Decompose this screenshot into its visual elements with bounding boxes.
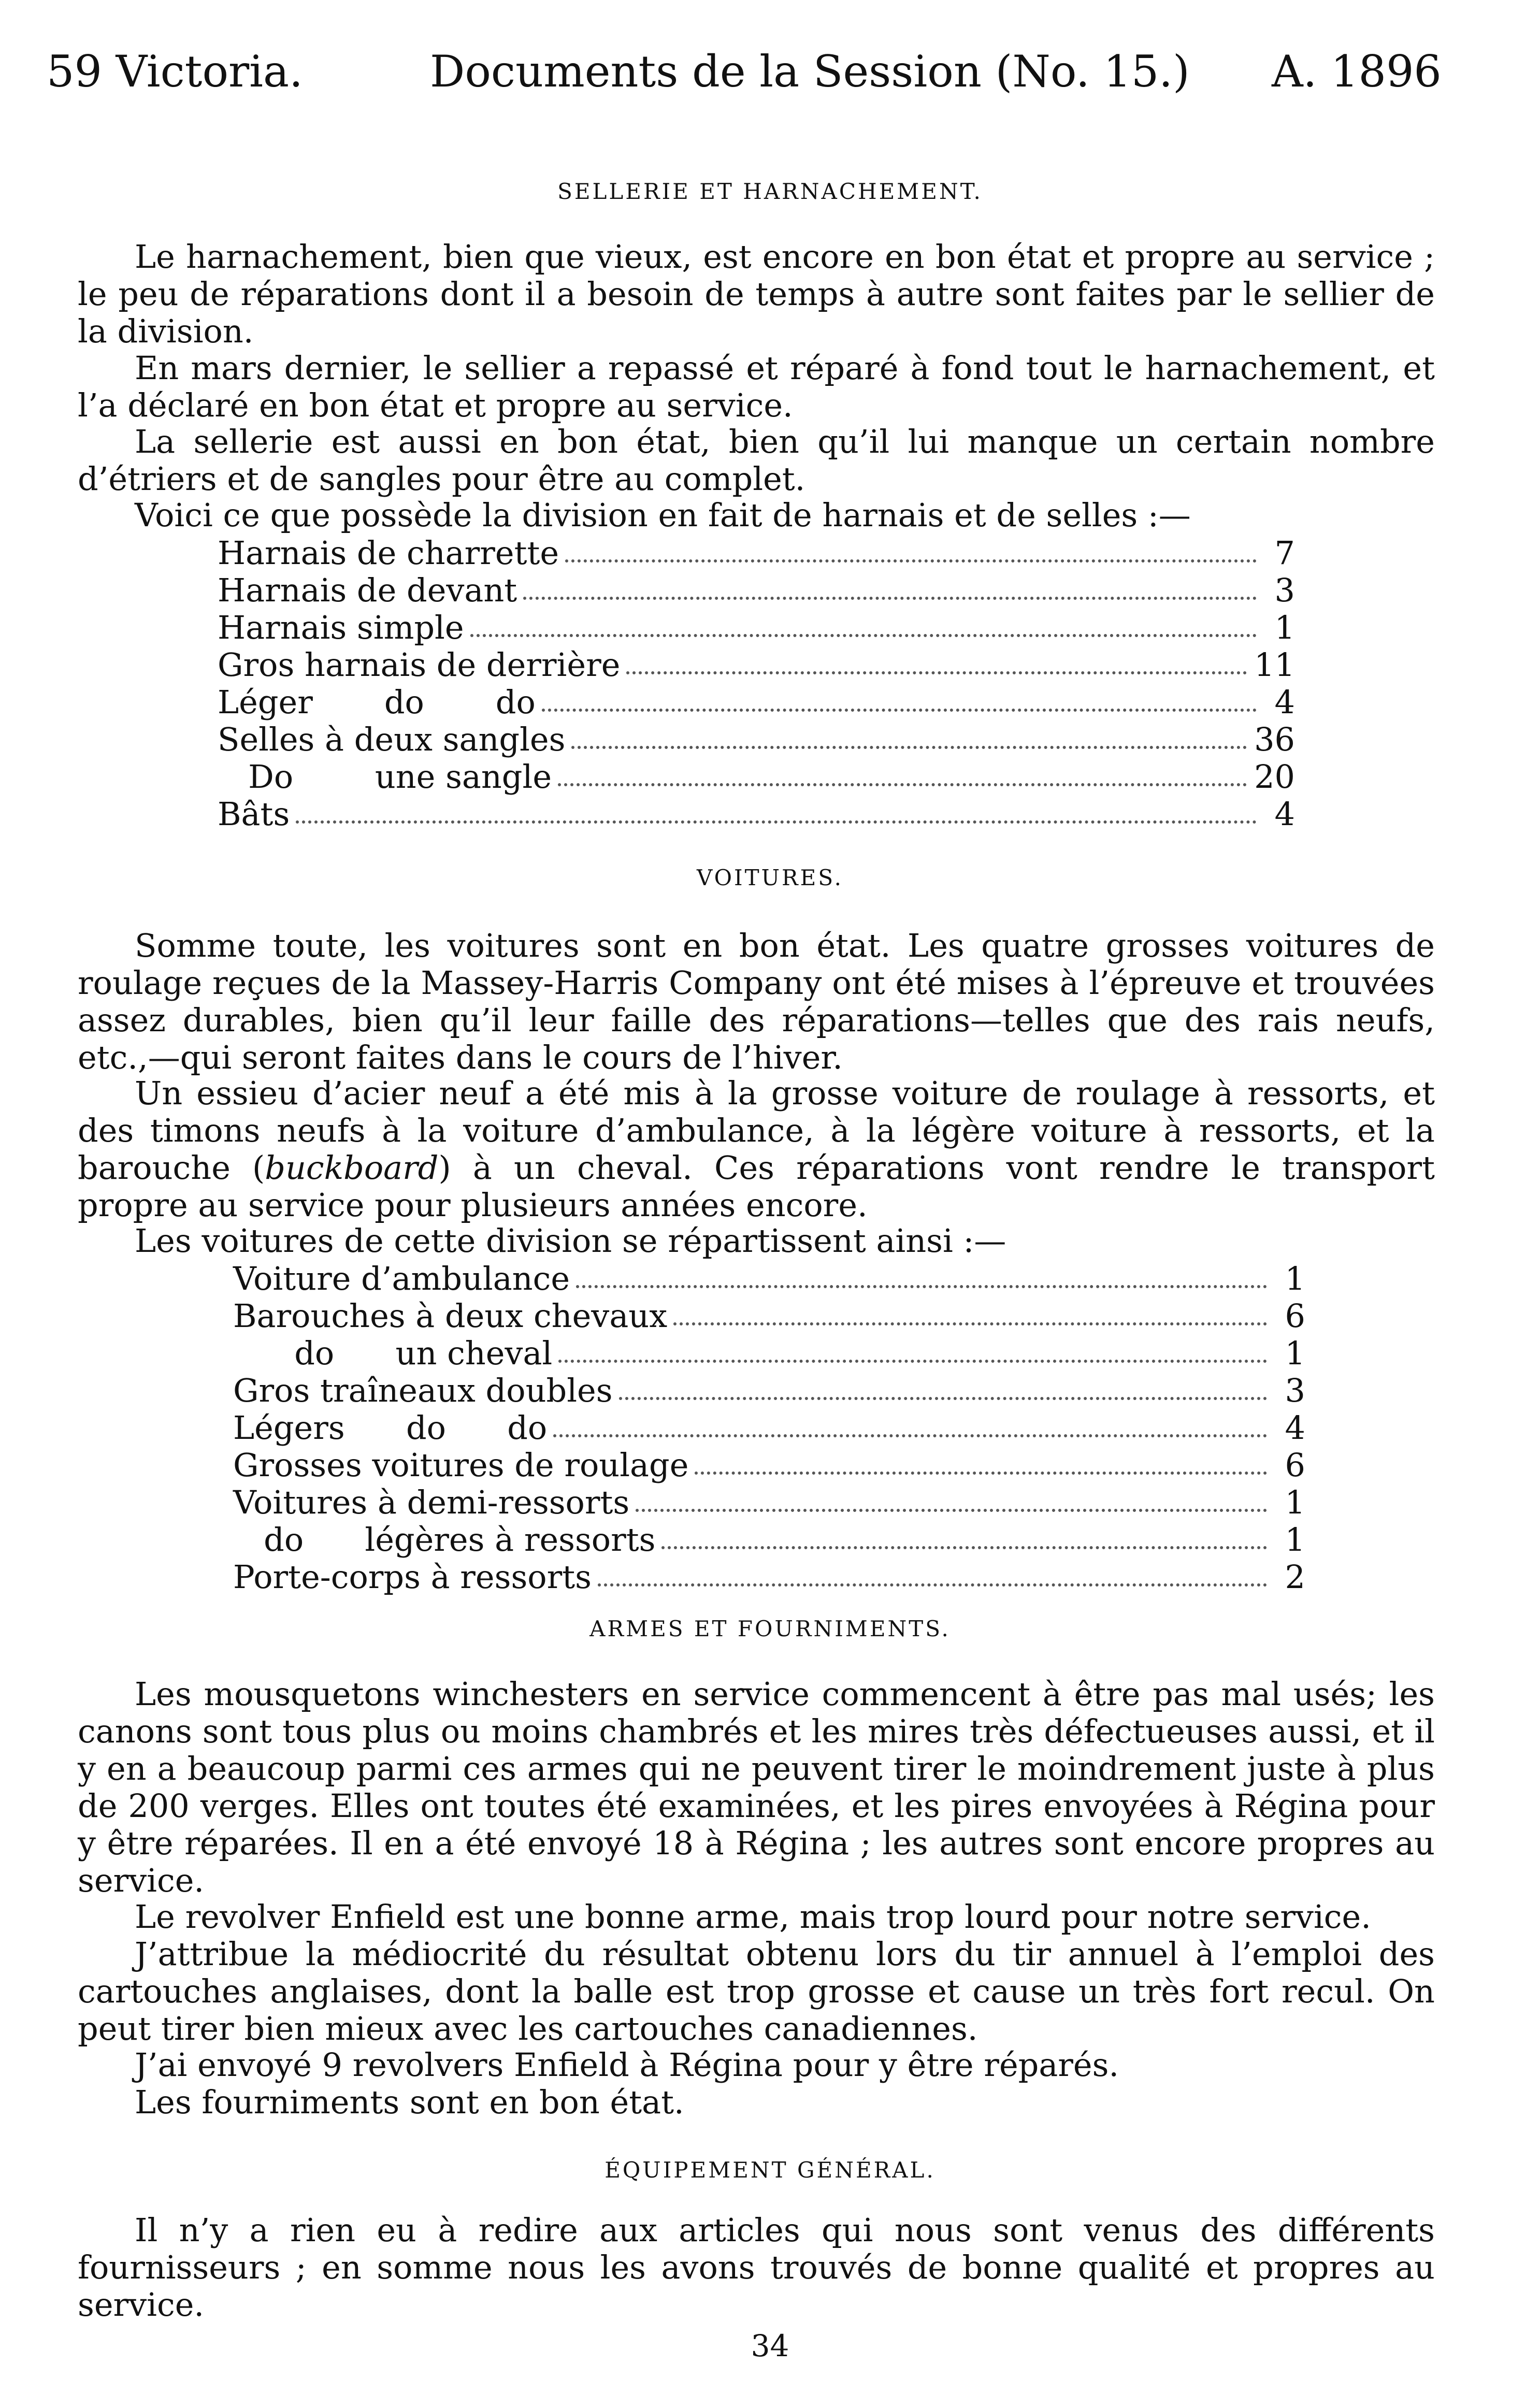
- inventory-item-label: Selles à deux sangles: [218, 720, 566, 758]
- dot-leader: [673, 1322, 1267, 1325]
- sellerie-paragraph-4: Voici ce que possède la division en fait de harnais et de selles :—: [135, 496, 1191, 534]
- inventory-item-count: 4: [1285, 1409, 1305, 1447]
- inventory-item-label: Harnais de charrette: [218, 534, 559, 572]
- voitures-inventory-list: [233, 1260, 1305, 1596]
- inventory-row: [218, 796, 1295, 833]
- inventory-item-label: Voiture d’ambulance: [233, 1260, 570, 1297]
- dot-leader: [576, 1285, 1267, 1288]
- inventory-row: [218, 646, 1295, 684]
- inventory-item-label: Légers do do: [233, 1409, 548, 1447]
- dot-leader: [558, 1360, 1267, 1363]
- inventory-item-count: 11: [1254, 646, 1295, 684]
- inventory-row: [218, 721, 1295, 758]
- sellerie-paragraph-2: En mars dernier, le sellier a repassé et réparé à fond tout le harnachement, et l’a déclaré en bon état et propre au service.: [78, 349, 1435, 424]
- page-number: 34: [751, 2328, 789, 2363]
- inventory-item-label: Harnais simple: [218, 609, 464, 646]
- armes-paragraph-2: Le revolver Enfield est une bonne arme, mais trop lourd pour notre service.: [135, 1898, 1371, 1936]
- inventory-item-count: 1: [1285, 1260, 1305, 1297]
- equipement-paragraph-1: Il n’y a rien eu à redire aux articles qui nous sont venus des différents fournisseurs ; en somme nous les avons trouvés de bonne qualité et propres au service.: [78, 2211, 1435, 2324]
- header-center: Documents de la Session (No. 15.): [430, 46, 1190, 97]
- dot-leader: [542, 709, 1257, 712]
- inventory-item-label: Voitures à demi-ressorts: [233, 1483, 630, 1521]
- inventory-item-count: 4: [1274, 683, 1295, 721]
- inventory-item-label: Gros traîneaux doubles: [233, 1372, 613, 1409]
- inventory-item-count: 1: [1285, 1483, 1305, 1521]
- inventory-row: [233, 1409, 1305, 1447]
- dot-leader: [523, 597, 1257, 600]
- inventory-row: [233, 1372, 1305, 1409]
- dot-leader: [695, 1472, 1267, 1475]
- armes-paragraph-3: J’attribue la médiocrité du résultat obtenu lors du tir annuel à l’emploi des cartouches anglaises, dont la balle est trop grosse et cause un très fort recul. On peut tirer bien mieux avec les cartouches canadiennes.: [78, 1935, 1435, 2047]
- inventory-item-label: Léger do do: [218, 683, 536, 721]
- inventory-item-count: 6: [1285, 1297, 1305, 1335]
- dot-leader: [661, 1546, 1267, 1549]
- inventory-item-count: 2: [1285, 1558, 1305, 1596]
- sellerie-paragraph-1: Le harnachement, bien que vieux, est encore en bon état et propre au service ; le peu de réparations dont il a besoin de temps à autre sont faites par le sellier de la division.: [78, 238, 1435, 350]
- inventory-item-count: 4: [1274, 795, 1295, 833]
- inventory-row: [218, 609, 1295, 646]
- buckboard-term: buckboard: [265, 1149, 439, 1187]
- dot-leader: [565, 559, 1257, 563]
- inventory-row: [218, 572, 1295, 609]
- dot-leader: [636, 1509, 1267, 1512]
- dot-leader: [558, 783, 1247, 786]
- inventory-item-label: Grosses voitures de roulage: [233, 1446, 689, 1484]
- dot-leader: [619, 1397, 1267, 1400]
- inventory-item-count: 1: [1285, 1521, 1305, 1559]
- inventory-item-label: Bâts: [218, 795, 290, 833]
- inventory-row: [218, 535, 1295, 572]
- dot-leader: [296, 820, 1257, 824]
- inventory-row: [233, 1559, 1305, 1596]
- inventory-item-label: Porte-corps à ressorts: [233, 1558, 592, 1596]
- inventory-item-label: Gros harnais de derrière: [218, 646, 621, 684]
- inventory-item-label: do un cheval: [233, 1334, 553, 1372]
- inventory-item-count: 1: [1274, 609, 1295, 646]
- inventory-row: [218, 758, 1295, 796]
- dot-leader: [598, 1583, 1267, 1587]
- header-left: 59 Victoria.: [47, 46, 303, 97]
- header-right: A. 1896: [1272, 46, 1442, 97]
- section-title-equipement: ÉQUIPEMENT GÉNÉRAL.: [605, 2157, 935, 2183]
- inventory-row: [233, 1335, 1305, 1372]
- inventory-row: [233, 1447, 1305, 1484]
- inventory-item-label: do légères à ressorts: [233, 1521, 656, 1559]
- section-title-voitures: VOITURES.: [697, 865, 843, 890]
- inventory-item-count: 1: [1285, 1334, 1305, 1372]
- dot-leader: [553, 1434, 1267, 1437]
- section-title-armes: ARMES ET FOURNIMENTS.: [589, 1616, 951, 1641]
- inventory-row: [233, 1260, 1305, 1297]
- inventory-row: [233, 1484, 1305, 1521]
- inventory-item-count: 7: [1274, 534, 1295, 572]
- inventory-row: [218, 684, 1295, 721]
- inventory-item-label: Harnais de devant: [218, 571, 517, 609]
- inventory-item-count: 6: [1285, 1446, 1305, 1484]
- armes-paragraph-1: Les mousquetons winchesters en service commencent à être pas mal usés; les canons sont tous plus ou moins chambrés et les mires très défectueuses aussi, et il y en a beaucoup parmi ces armes qui ne peuvent tirer le moindrement juste à plus de 200 verges. Elles ont toutes été examinées, et les pires envoyées à Régina pour y être réparées. Il en a été envoyé 18 à Régina ; les autres sont encore propres au service.: [78, 1675, 1435, 1899]
- inventory-item-count: 20: [1254, 758, 1295, 796]
- dot-leader: [626, 671, 1247, 674]
- voitures-paragraph-2: Un essieu d’acier neuf a été mis à la grosse voiture de roulage à ressorts, et des timons neufs à la voiture d’ambulance, à la légère voiture à ressorts, et la barouche (buckboard) à un cheval. Ces réparations vont rendre le transport propre au service pour plusieurs années encore.: [78, 1074, 1435, 1224]
- inventory-item-count: 3: [1274, 571, 1295, 609]
- inventory-row: [233, 1521, 1305, 1559]
- dot-leader: [470, 634, 1257, 637]
- armes-paragraph-5: Les fourniments sont en bon état.: [135, 2083, 684, 2121]
- dot-leader: [571, 746, 1247, 749]
- inventory-row: [233, 1297, 1305, 1335]
- sellerie-inventory-list: [218, 535, 1295, 833]
- inventory-item-label: Barouches à deux chevaux: [233, 1297, 668, 1335]
- sellerie-paragraph-3: La sellerie est aussi en bon état, bien qu’il lui manque un certain nombre d’étriers et de sangles pour être au complet.: [78, 423, 1435, 498]
- armes-paragraph-4: J’ai envoyé 9 revolvers Enfield à Régina pour y être réparés.: [135, 2046, 1119, 2084]
- inventory-item-label: Do une sangle: [218, 758, 552, 796]
- inventory-item-count: 36: [1254, 720, 1295, 758]
- inventory-item-count: 3: [1285, 1372, 1305, 1409]
- section-title-sellerie: SELLERIE ET HARNACHEMENT.: [557, 179, 983, 204]
- voitures-paragraph-3: Les voitures de cette division se répartissent ainsi :—: [135, 1222, 1006, 1260]
- voitures-paragraph-1: Somme toute, les voitures sont en bon état. Les quatre grosses voitures de roulage reçues de la Massey-Harris Company ont été mises à l’épreuve et trouvées assez durables, bien qu’il leur faille des réparations—telles que des rais neufs, etc.,—qui seront faites dans le cours de l’hiver.: [78, 927, 1435, 1076]
